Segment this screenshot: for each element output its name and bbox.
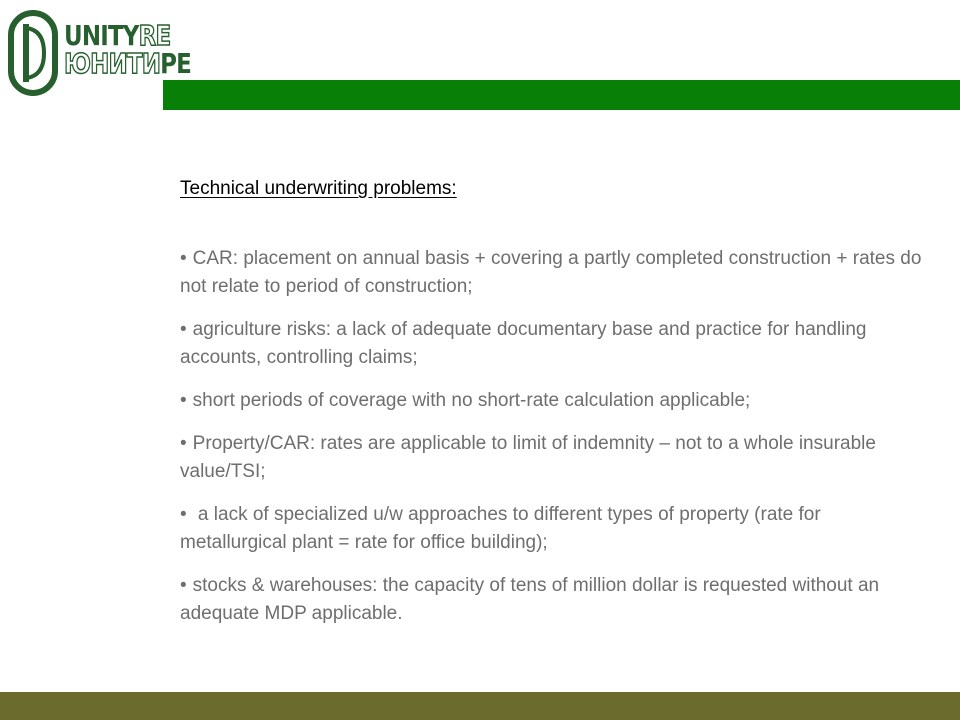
- slide-content: [180, 175, 925, 643]
- list-item: • Property/CAR: rates are applicable to limit of indemnity – not to a whole insurable value/TSI;: [180, 433, 876, 482]
- header-accent-bar: [163, 80, 960, 110]
- list-item: • a lack of specialized u/w approaches to different types of property (rate for metallurgical plant = rate for office building);: [180, 504, 821, 553]
- logo-text-latin: UNITYRE: [64, 19, 171, 52]
- bullet-icon: •: [180, 504, 187, 525]
- list-item: • CAR: placement on annual basis + covering a partly completed construction + rates do not relate to period of construction;: [180, 248, 922, 297]
- bullet-icon: •: [180, 433, 187, 454]
- logo-text-cyrillic: ЮНИТИРЕ: [64, 47, 192, 80]
- company-logo: [8, 10, 192, 96]
- slide-heading: Technical underwriting problems:: [180, 178, 457, 199]
- bullet-icon: •: [180, 390, 187, 411]
- list-item: • short periods of coverage with no short-rate calculation applicable;: [180, 390, 751, 411]
- footer-bar: [0, 692, 960, 720]
- list-item: • stocks & warehouses: the capacity of tens of million dollar is requested without an adequate MDP applicable.: [180, 575, 880, 624]
- list-item: • agriculture risks: a lack of adequate documentary base and practice for handling accounts, controlling claims;: [180, 319, 867, 368]
- problem-list: [180, 245, 925, 628]
- bullet-icon: •: [180, 575, 187, 596]
- bullet-icon: •: [180, 248, 187, 269]
- bullet-icon: •: [180, 319, 187, 340]
- unity-re-logo-mark-icon: [8, 10, 60, 96]
